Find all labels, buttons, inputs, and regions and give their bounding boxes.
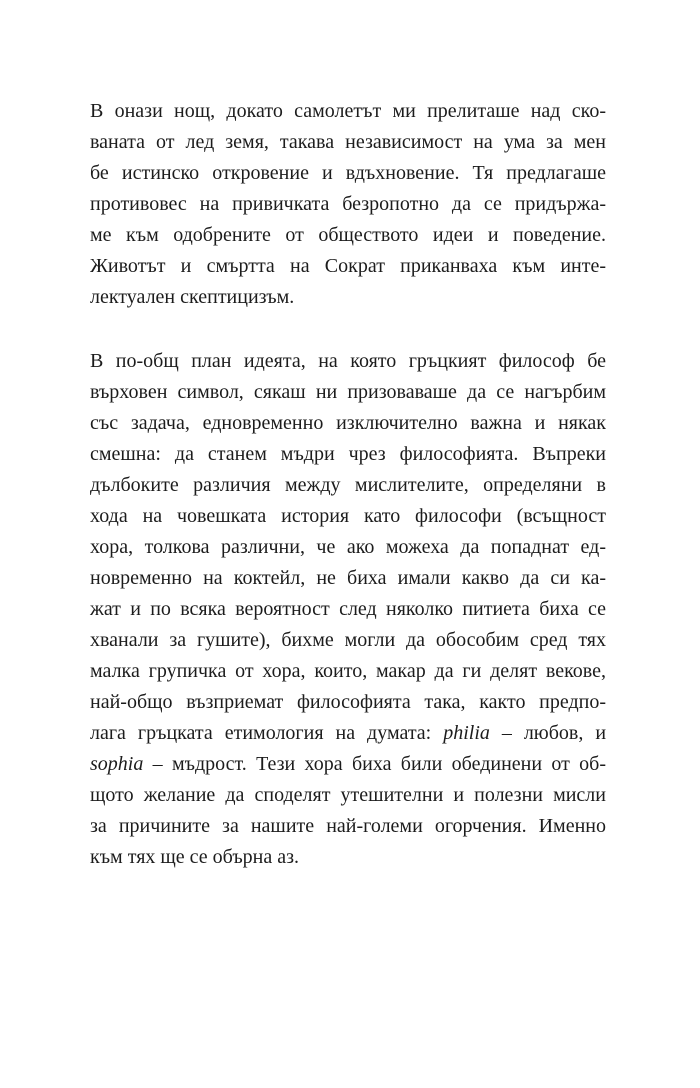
paragraph-2-line-text: лага гръцката етимология на думата: xyxy=(90,722,432,744)
paragraph-2-line: новременно на коктейл, не биха имали какво да си ка- xyxy=(90,567,606,589)
paragraph-2-line: за причините за нашите най-големи огорчения. Именно xyxy=(90,815,606,837)
paragraph-2-line: дълбоките различия между мислителите, определяни в xyxy=(90,474,606,496)
paragraph-2-line: жат и по всяка вероятност след няколко питиета биха се xyxy=(90,598,606,620)
paragraph-1-line: ме към одобрените от обществото идеи и поведение. xyxy=(90,224,606,246)
term-philia: philia xyxy=(443,722,490,744)
paragraph-2-line: върховен символ, сякаш ни призоваваше да се нагърбим xyxy=(90,381,606,403)
paragraph-1-line: бе истинско откровение и вдъхновение. Тя предлагаше xyxy=(90,162,606,184)
paragraph-2-line: малка групичка от хора, които, макар да ги делят векове, xyxy=(90,660,606,682)
paragraph-1-line: В онази нощ, докато самолетът ми прелиташе над ско- xyxy=(90,100,606,122)
paragraph-2-line: хода на човешката история като философи (всъщност xyxy=(90,505,606,527)
paragraph-1-line: противовес на привичката безропотно да се придържа- xyxy=(90,193,606,215)
paragraph-2-line-philia xyxy=(90,718,606,748)
paragraph-2-line: хванали за гушите), бихме могли да обособим сред тях xyxy=(90,629,606,651)
term-sophia: sophia xyxy=(90,753,144,775)
paragraph-2-line: смешна: да станем мъдри чрез философията. Въпреки xyxy=(90,443,606,465)
paragraph-2-line: към тях ще се обърна аз. xyxy=(90,846,300,868)
paragraph-2-line: най-общо възприемат философията така, както предпо- xyxy=(90,691,606,713)
paragraph-2-line: щото желание да споделят утешителни и полезни мисли xyxy=(90,784,606,806)
paragraph-2-line-sophia xyxy=(90,749,606,779)
paragraph-2-line: В по-общ план идеята, на която гръцкият философ бе xyxy=(90,350,606,372)
paragraph-1-line: лектуален скептицизъм. xyxy=(90,286,295,308)
paragraph-2-line-text: – любов, и xyxy=(501,722,607,744)
paragraph-1-line: Животът и смъртта на Сократ приканваха към инте- xyxy=(90,255,606,277)
paragraph-2-line: със задача, едновременно изключително важна и някак xyxy=(90,412,606,434)
paragraph-2-line: хора, толкова различни, че ако можеха да попаднат ед- xyxy=(90,536,606,558)
paragraph-1-line: ваната от лед земя, такава независимост на ума за мен xyxy=(90,131,606,153)
paragraph-2-line-text: – мъдрост. Тези хора биха били обединени от об- xyxy=(152,753,606,775)
